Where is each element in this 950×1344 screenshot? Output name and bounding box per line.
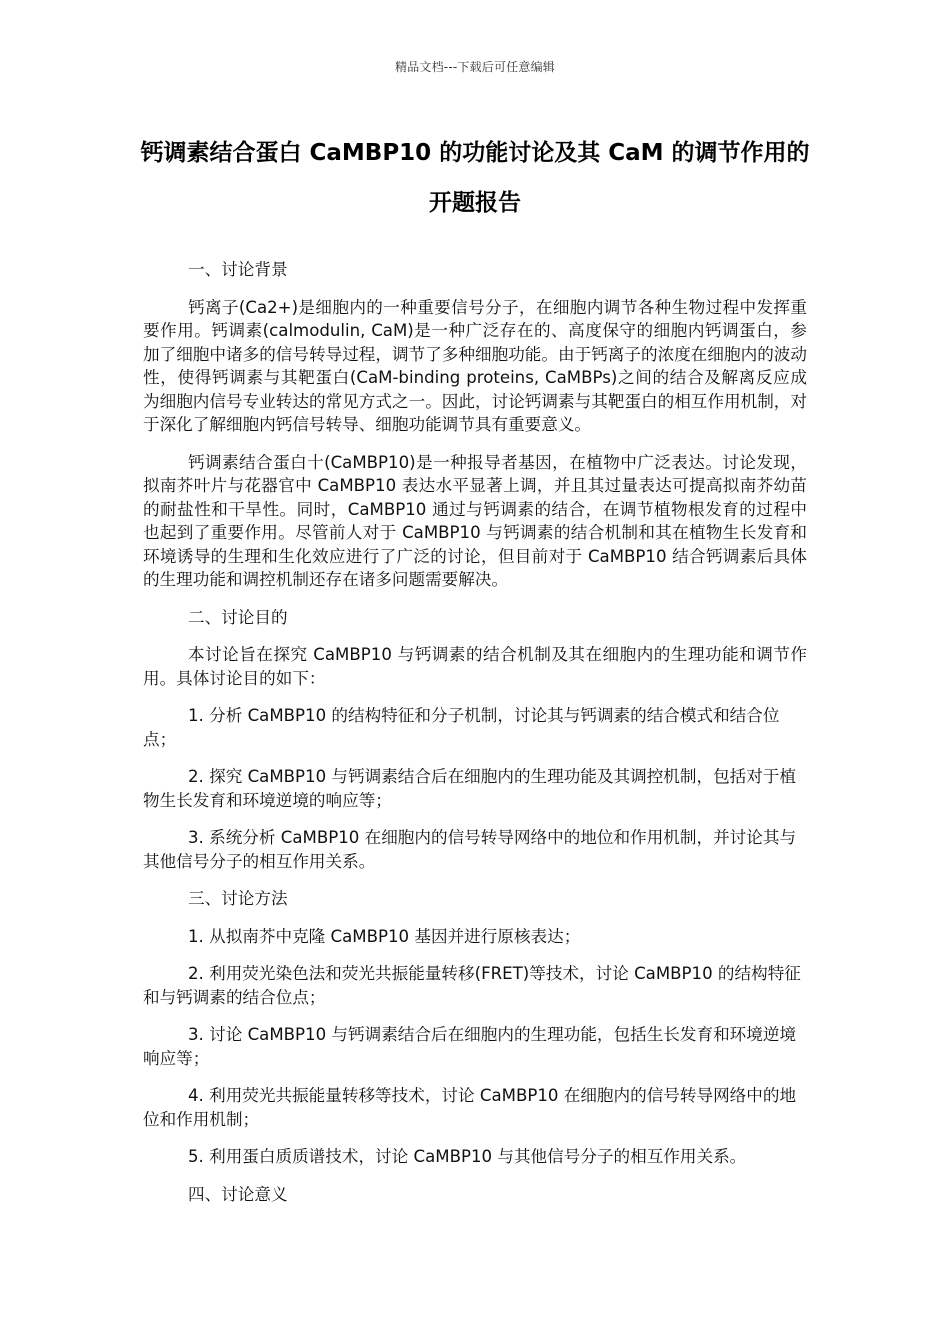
- section-heading-significance: 四、讨论意义: [188, 1184, 288, 1204]
- header-note: 精品文档---下载后可任意编辑: [395, 60, 555, 74]
- purpose-intro: 本讨论旨在探究 CaMBP10 与钙调素的结合机制及其在细胞内的生理功能和调节作用。具体讨论目的如下：: [143, 645, 807, 688]
- section-heading-background: 一、讨论背景: [188, 260, 288, 279]
- document-title: 钙调素结合蛋白 CaMBP10 的功能讨论及其 CaM 的调节作用的开题报告: [140, 140, 810, 216]
- background-paragraph-2: 钙调素结合蛋白十(CaMBP10)是一种报导者基因，在植物中广泛表达。讨论发现，拟南芥叶片与花器官中 CaMBP10 表达水平显著上调，并且其过量表达可提高拟南芥幼苗的耐盐性和干旱性。同时，CaMBP10 通过与钙调素的结合，在调节植物根发育的过程中也起到了重要作用。尽管前人对于 CaMBP10 与钙调素的结合机制和其在植物生长发育和环境诱导的生理和生化效应进行了广泛的讨论，但目前对于 CaMBP10 结合钙调素后具体的生理功能和调控机制还存在诸多问题需要解决。: [143, 452, 807, 589]
- method-item: 3. 讨论 CaMBP10 与钙调素结合后在细胞内的生理功能，包括生长发育和环境逆境响应等；: [143, 1025, 797, 1068]
- document-body: [143, 258, 807, 1220]
- method-item: 2. 利用荧光染色法和荧光共振能量转移(FRET)等技术，讨论 CaMBP10 的结构特征和与钙调素的结合位点；: [143, 964, 801, 1007]
- section-heading-methods: 三、讨论方法: [188, 889, 288, 908]
- background-paragraph-1: 钙离子(Ca2+)是细胞内的一种重要信号分子，在细胞内调节各种生物过程中发挥重要作用。钙调素(calmodulin, CaM)是一种广泛存在的、高度保守的细胞内钙调蛋白，参加了细胞中诸多的信号转导过程，调节了多种细胞功能。由于钙离子的浓度在细胞内的波动性，使得钙调素与其靶蛋白(CaM-binding proteins, CaMBPs)之间的结合及解离反应成为细胞内信号专业转达的常见方式之一。因此，讨论钙调素与其靶蛋白的相互作用机制，对于深化了解细胞内钙信号转导、细胞功能调节具有重要意义。: [143, 297, 807, 434]
- purpose-item: 3. 系统分析 CaMBP10 在细胞内的信号转导网络中的地位和作用机制，并讨论其与其他信号分子的相互作用关系。: [143, 828, 797, 871]
- purpose-item: 2. 探究 CaMBP10 与钙调素结合后在细胞内的生理功能及其调控机制，包括对于植物生长发育和环境逆境的响应等；: [143, 767, 797, 810]
- purpose-item: 1. 分析 CaMBP10 的结构特征和分子机制，讨论其与钙调素的结合模式和结合位点；: [143, 706, 780, 749]
- method-item: 1. 从拟南芥中克隆 CaMBP10 基因并进行原核表达；: [188, 926, 581, 946]
- method-item: 5. 利用蛋白质质谱技术，讨论 CaMBP10 与其他信号分子的相互作用关系。: [188, 1147, 747, 1166]
- method-item: 4. 利用荧光共振能量转移等技术，讨论 CaMBP10 在细胞内的信号转导网络中的地位和作用机制；: [143, 1086, 797, 1129]
- section-heading-purpose: 二、讨论目的: [188, 607, 288, 627]
